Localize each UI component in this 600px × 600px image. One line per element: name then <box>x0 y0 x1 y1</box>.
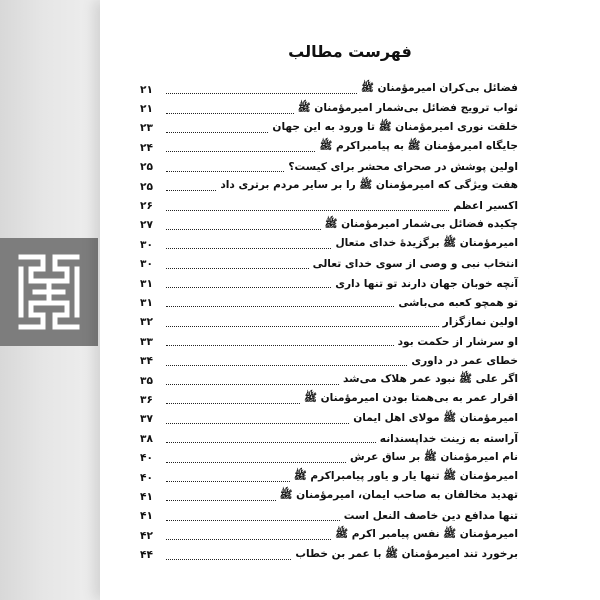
toc-entry[interactable] <box>140 468 518 487</box>
dot-leader <box>166 365 407 366</box>
toc-entry[interactable] <box>140 429 518 448</box>
dot-leader <box>166 151 315 152</box>
toc-entry[interactable] <box>140 158 518 177</box>
toc-entry-page-number: ۲۱ <box>140 83 153 96</box>
toc-entry-title: فضائل بی‌کران امیرمؤمنان ﷺ <box>361 82 518 95</box>
toc-entry-page-number: ۳۱ <box>140 277 153 290</box>
toc-entry-page-number: ۲۴ <box>140 141 153 154</box>
toc-entry-title: اگر علی ﷺ نبود عمر هلاک می‌شد <box>343 373 518 386</box>
dot-leader <box>166 423 349 424</box>
toc-entry-title: تهدید مخالفان به صاحب ایمان، امیرمؤمنان ﷺ <box>279 489 518 502</box>
toc-entry[interactable] <box>140 507 518 526</box>
toc-entry-title: خلقت نوری امیرمؤمنان ﷺ تا ورود به این جهان <box>272 120 518 133</box>
toc-entry-page-number: ۳۱ <box>140 296 153 309</box>
toc-entry-page-number: ۳۲ <box>140 316 153 329</box>
toc-entry-page-number: ۲۷ <box>140 219 153 232</box>
toc-entry-title: تنها مدافع دین خاصف النعل است <box>343 510 518 523</box>
toc-entry-title: او سرشار از حکمت بود <box>397 335 518 348</box>
toc-entry[interactable] <box>140 313 518 332</box>
dot-leader <box>166 520 340 521</box>
toc-entry-page-number: ۴۱ <box>140 510 153 523</box>
toc-entry[interactable] <box>140 390 518 409</box>
toc-entry[interactable] <box>140 526 518 545</box>
toc-entry-page-number: ۳۰ <box>140 258 153 271</box>
toc-entry-page-number: ۴۲ <box>140 529 153 542</box>
toc-entry-title: اولین پوشش در صحرای محشر برای کیست؟ <box>288 161 518 174</box>
toc-entry-page-number: ۳۷ <box>140 413 153 426</box>
dot-leader <box>166 93 357 94</box>
toc-entry[interactable] <box>140 138 518 157</box>
dot-leader <box>166 462 346 463</box>
dot-leader <box>166 248 331 249</box>
table-of-contents <box>140 80 518 565</box>
knot-emblem-icon <box>0 238 98 346</box>
toc-entry[interactable] <box>140 119 518 138</box>
toc-entry[interactable] <box>140 216 518 235</box>
toc-entry-page-number: ۳۴ <box>140 355 153 368</box>
toc-entry-page-number: ۲۵ <box>140 161 153 174</box>
toc-entry-page-number: ۳۰ <box>140 238 153 251</box>
toc-entry-page-number: ۳۶ <box>140 393 153 406</box>
toc-entry[interactable] <box>140 410 518 429</box>
dot-leader <box>166 229 321 230</box>
toc-entry[interactable] <box>140 448 518 467</box>
dot-leader <box>166 345 394 346</box>
toc-entry-title: برخورد تند امیرمؤمنان ﷺ با عمر بن خطاب <box>295 547 518 560</box>
toc-entry[interactable] <box>140 487 518 506</box>
toc-entry-title: اولین نمازگزار <box>442 316 518 329</box>
toc-entry-title: آراسته به زینت خداپسندانه <box>379 432 518 445</box>
toc-entry[interactable] <box>140 255 518 274</box>
toc-entry-title: چکیده فضائل بی‌شمار امیرمؤمنان ﷺ <box>324 217 518 230</box>
toc-entry[interactable] <box>140 99 518 118</box>
dot-leader <box>166 326 439 327</box>
toc-entry-title: امیرمؤمنان ﷺ مولای اهل ایمان <box>353 411 518 424</box>
dot-leader <box>166 559 291 560</box>
toc-entry-title: آنچه خوبان جهان دارند تو تنها داری <box>335 277 518 290</box>
toc-entry-title: جایگاه امیرمؤمنان ﷺ به پیامبراکرم ﷺ <box>319 140 518 153</box>
toc-entry-page-number: ۳۵ <box>140 374 153 387</box>
toc-entry-title: نام امیرمؤمنان ﷺ بر ساق عرش <box>349 450 518 463</box>
toc-entry[interactable] <box>140 293 518 312</box>
dot-leader <box>166 132 268 133</box>
toc-entry[interactable] <box>140 274 518 293</box>
toc-entry-page-number: ۳۸ <box>140 432 153 445</box>
dot-leader <box>166 268 309 269</box>
toc-entry-page-number: ۴۴ <box>140 549 153 562</box>
toc-entry-title: خطای عمر در داوری <box>411 355 518 368</box>
toc-entry-page-number: ۲۶ <box>140 200 153 213</box>
page-title: فهرست مطالب <box>288 42 412 61</box>
dot-leader <box>166 403 300 404</box>
toc-entry-page-number: ۳۳ <box>140 335 153 348</box>
dot-leader <box>166 384 339 385</box>
toc-entry-title: ثواب ترویج فضائل بی‌شمار امیرمؤمنان ﷺ <box>297 101 518 114</box>
toc-entry-page-number: ۴۰ <box>140 471 153 484</box>
toc-entry[interactable] <box>140 177 518 196</box>
dot-leader <box>166 481 290 482</box>
toc-entry[interactable] <box>140 332 518 351</box>
document-page <box>100 0 600 600</box>
dot-leader <box>166 190 216 191</box>
toc-entry[interactable] <box>140 235 518 254</box>
toc-entry-title: اکسیر اعظم <box>453 200 518 213</box>
dot-leader <box>166 287 331 288</box>
toc-entry-title: هفت ویژگی که امیرمؤمنان ﷺ را بر سایر مردم برتری داد <box>220 179 518 192</box>
toc-entry[interactable] <box>140 196 518 215</box>
toc-entry-title: اقرار عمر به بی‌همتا بودن امیرمؤمنان ﷺ <box>304 392 518 405</box>
toc-entry-page-number: ۲۱ <box>140 103 153 116</box>
dot-leader <box>166 500 276 501</box>
toc-entry-title: انتخاب نبی و وصی از سوی خدای تعالی <box>312 258 518 271</box>
toc-entry[interactable] <box>140 371 518 390</box>
toc-entry-page-number: ۲۳ <box>140 122 153 135</box>
toc-entry-page-number: ۴۰ <box>140 452 153 465</box>
toc-entry-page-number: ۲۵ <box>140 180 153 193</box>
dot-leader <box>166 171 284 172</box>
dot-leader <box>166 210 449 211</box>
dot-leader <box>166 539 331 540</box>
toc-entry-title: تو همچو کعبه می‌باشی <box>398 296 518 309</box>
toc-entry-title: امیرمؤمنان ﷺ برگزیدهٔ خدای متعال <box>335 237 518 250</box>
toc-entry-title: امیرمؤمنان ﷺ تنها یار و یاور پیامبراکرم ﷺ <box>293 470 518 482</box>
toc-entry-page-number: ۴۱ <box>140 490 153 503</box>
toc-entry-title: امیرمؤمنان ﷺ نفس پیامبر اکرم ﷺ <box>335 528 518 541</box>
toc-entry[interactable] <box>140 351 518 370</box>
toc-entry[interactable] <box>140 80 518 99</box>
dot-leader <box>166 113 294 114</box>
toc-entry[interactable] <box>140 545 518 564</box>
dot-leader <box>166 306 394 307</box>
knot-pattern-icon <box>13 249 85 335</box>
dot-leader <box>166 442 376 443</box>
